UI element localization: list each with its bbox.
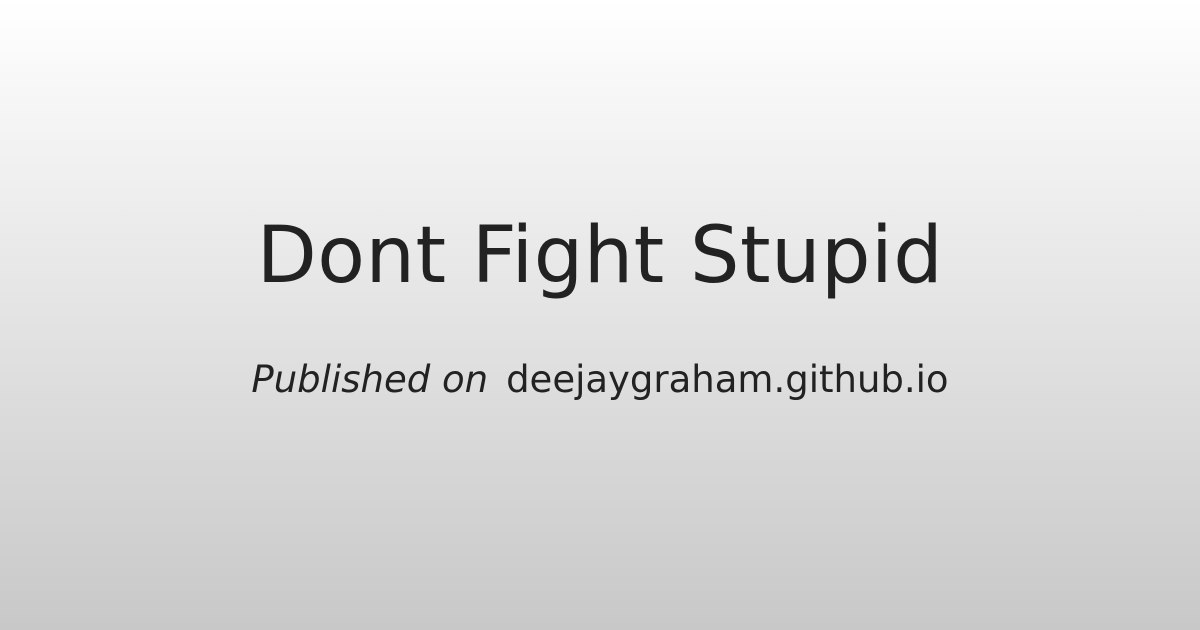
- byline-prefix: Published on: [251, 358, 489, 401]
- byline: [0, 352, 1200, 408]
- site-domain: deejaygraham.github.io: [506, 358, 949, 401]
- post-title: Dont Fight Stupid: [256, 211, 944, 301]
